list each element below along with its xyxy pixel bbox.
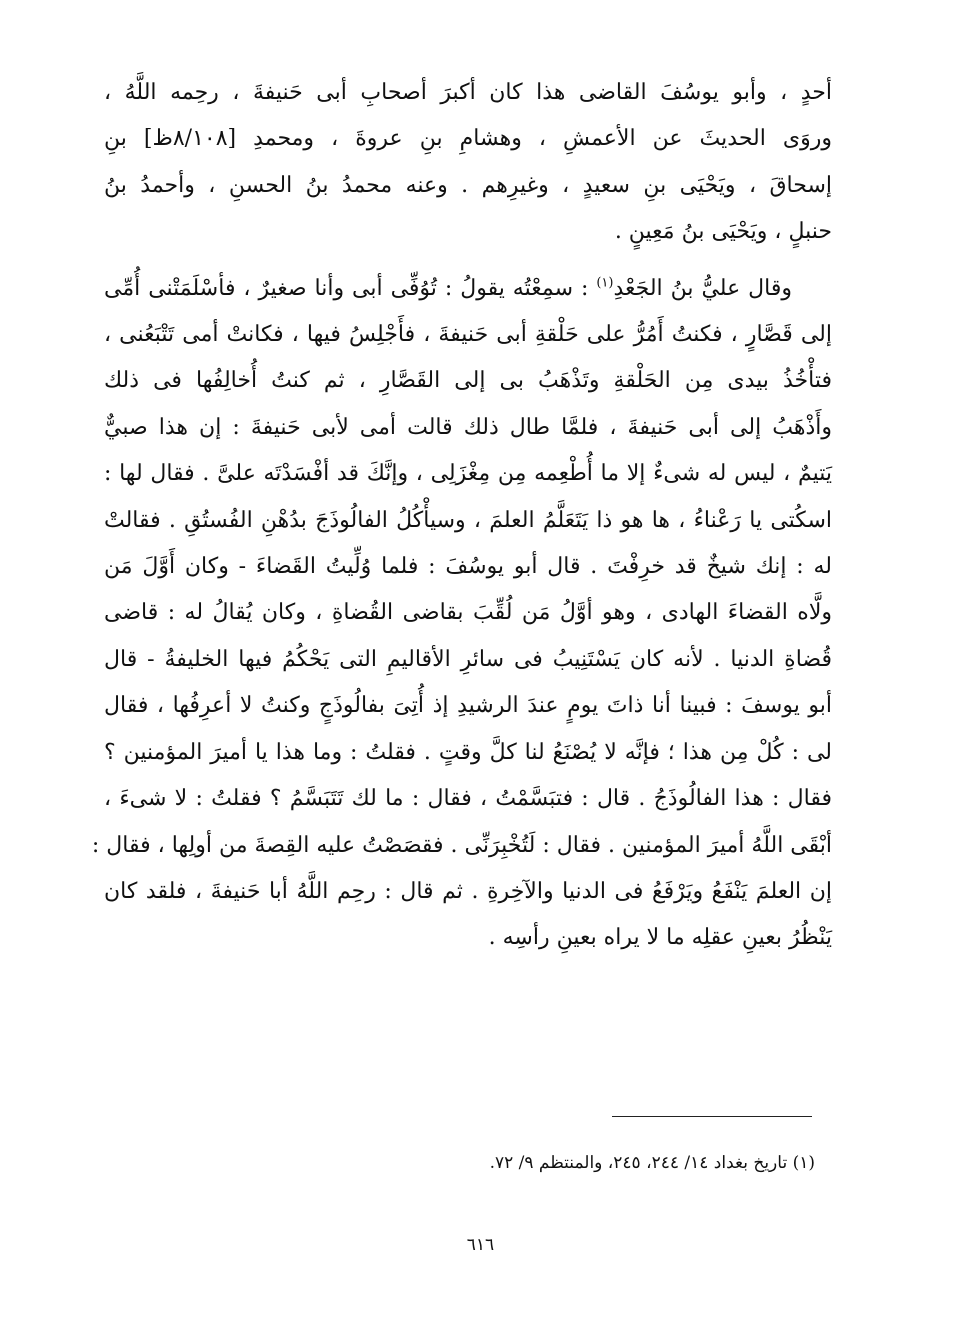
- paragraph-1: [104, 70, 832, 256]
- text-line: وروَى الحديثَ عن الأعمشِ ، وهشامِ بنِ عروةَ ، ومحمدِ [٨/١٠٨ظ] بنِ: [104, 126, 832, 152]
- text-line: أحدٍ ، وأبو يوسُفَ القاضى هذا كان أكبرَ أصحابِ أبى حَنيفةَ ، رحِمه اللَّهُ ،: [104, 80, 832, 105]
- text-line: لى : كُلْ مِن هذا ؛ فإنَّه لا يُصْنَعُ لنا كلَّ وقتٍ . فقلتُ : وما هذا يا أميرَ المؤمنين ؟: [104, 739, 832, 765]
- paragraph-2: [91, 266, 832, 962]
- text-segment: وقال عليُّ بنُ الجَعْدِ: [613, 275, 792, 301]
- text-line: إلى قَصَّارٍ ، فكنتُ أَمُرُّ على حَلْقةِ أبى حَنيفةَ ، فأَجْلِسُ فيها ، فكانتْ أمى تَتْبَعُنى ،: [104, 322, 832, 348]
- text-segment: : سمِعْتُه يقولُ : تُوُفِّى أبى وأنا صغيرٌ ، فأسْلَمَتْنى أُمِّى: [104, 275, 589, 301]
- text-line: فتأْخُذُ بيدى مِن الحَلْقةِ وتَذْهَبُ بى إلى القَصَّارِ ، ثم كنتُ أُخالِفُها فى ذلك: [104, 368, 832, 394]
- main-text: [91, 70, 832, 962]
- text-line: وأَذْهَبُ إلى أبى حَنيفةَ ، فلمَّا طال ذلك قالت أمى لأبى حَنيفةَ : إن هذا صبيٌّ: [104, 414, 832, 440]
- text-line: فقال : هذا الفالُوذَجُ . قال : فتبَسَّمْتُ ، فقال : ما لك تَتَبَسَّمُ ؟ فقلتُ : لا شىءَ ،: [104, 786, 832, 812]
- text-line: إسحاقَ ، ويَحْيَى بنِ سعيدٍ ، وغيرِهم . وعنه محمدُ بنُ الحسنِ ، وأحمدُ بنُ: [104, 172, 832, 198]
- text-line: [104, 266, 832, 312]
- page-number: ٦١٦: [466, 1235, 495, 1255]
- text-line: أبو يوسفَ : فبينا أنا ذاتَ يومٍ عندَ الرشيدِ إذ أُتِىَ بفالُوذَجٍ وكنتُ لا أعرِفُها ، فقال: [104, 693, 832, 719]
- text-line: يَتيمٌ ، ليس له شىءٌ إلا ما أُطْعِمه مِن مِغْزَلِى ، وإنَّكَ قد أفْسَدْتَه علىَّ . فقال لها :: [104, 461, 832, 487]
- footnote: (١) تاريخ بغداد ١٤/ ٢٤٤، ٢٤٥، والمنتظم ٩/ ٧٢.: [489, 1153, 815, 1173]
- text-line: يَنْظُرُ بعينِ عقلِه ما لا يراه بعينِ رأسِه .: [488, 925, 832, 951]
- footnote-separator: [612, 1116, 812, 1117]
- text-line: إن العلمَ يَنْفَعُ ويَرْفَعُ فى الدنيا والآخِرةِ . ثم قال : رحِم اللَّهُ أبا حَنيفةَ ، فلقد كان: [104, 878, 832, 904]
- text-line: أبْقَى اللَّهُ أميرَ المؤمنين . فقال : لَتُخْبِرَنِّى . فقصَصْتُ عليه القِصةَ من أولِها ، فقال :: [91, 832, 832, 858]
- text-line: اسكُتى يا رَعْناءُ ، ها هو ذا يَتَعَلَّمُ العلمَ ، وسيأْكُلُ الفالُوذَجَ بدُهْنِ الفُستُقِ . فقالتْ: [104, 507, 832, 533]
- text-line: قُضاةِ الدنيا . لأنه كان يَسْتَنِيبُ فى سائرِ الأقاليمِ التى يَحْكُمُ فيها الخليفةُ - قال: [104, 646, 832, 672]
- text-line: ولَّاه القضاءَ الهادى ، وهو أوَّلُ مَن لُقِّبَ بقاضى القُضاةِ ، وكان يُقالُ له : قاضى: [104, 600, 832, 626]
- text-line: له : إنك شيخٌ قد خرِفْتَ . قال أبو يوسُفَ : فلما وُلِّيتُ القَضاءَ - وكان أَوَّلَ مَن: [104, 554, 832, 580]
- footnote-marker: (١): [596, 275, 614, 291]
- text-line: حنبلٍ ، ويَحْيَى بنُ مَعِينٍ .: [614, 219, 832, 245]
